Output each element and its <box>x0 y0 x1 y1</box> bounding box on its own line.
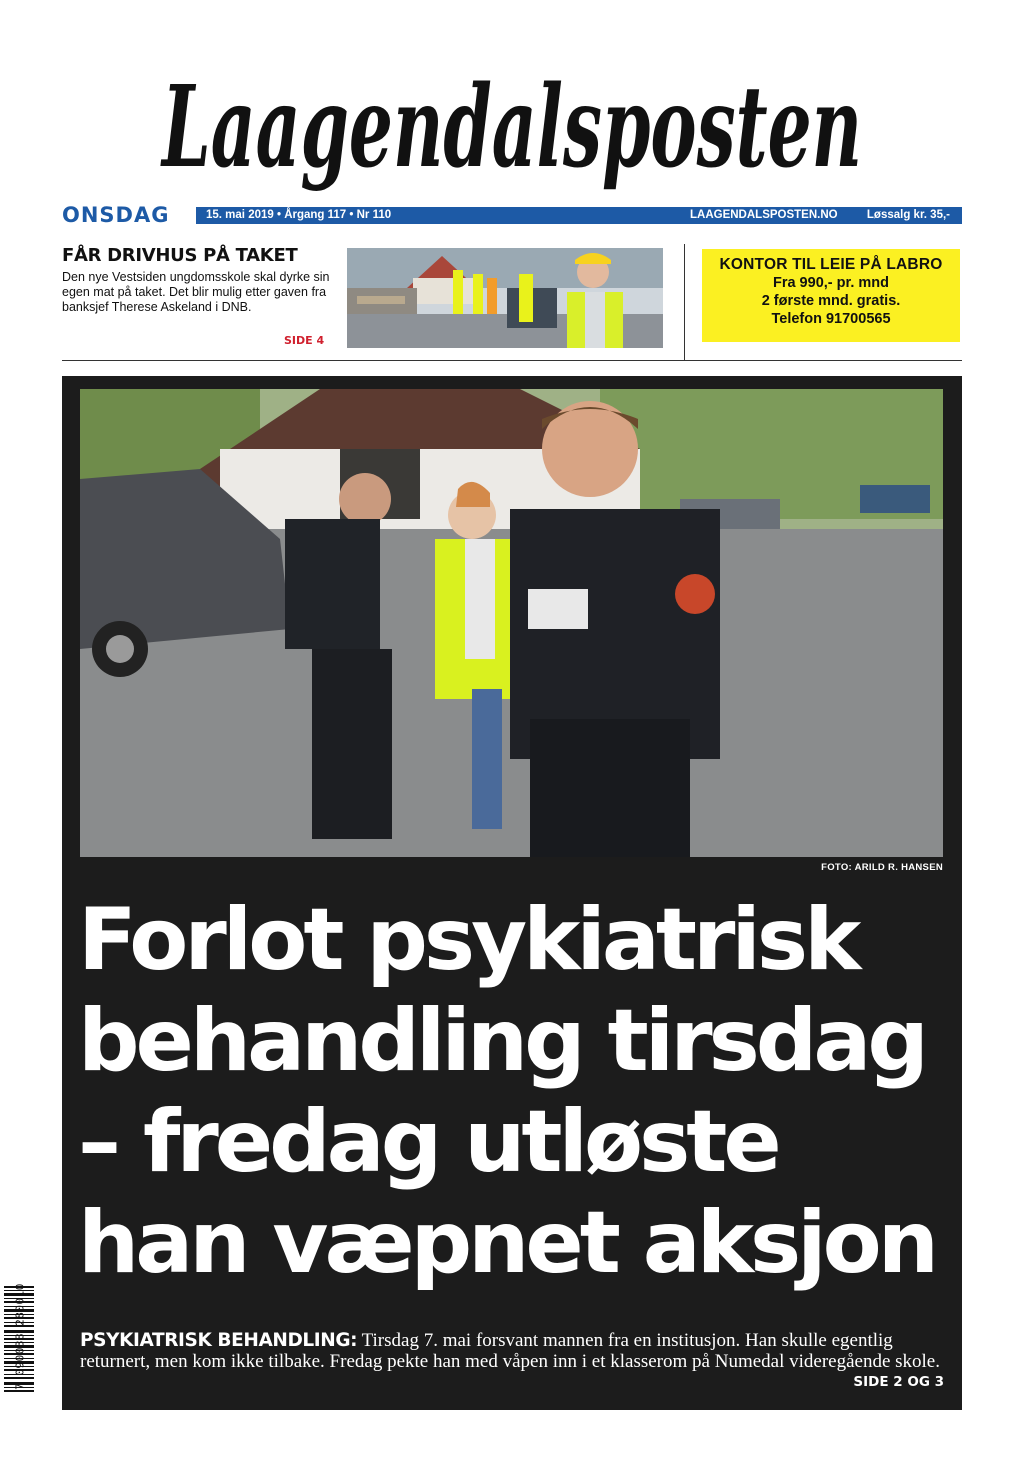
main-story-photo[interactable] <box>80 389 943 857</box>
date-bar <box>196 207 962 224</box>
price: Løssalg kr. 35,- <box>866 209 950 221</box>
main-headline[interactable] <box>78 890 958 1294</box>
masthead-logo <box>150 38 874 203</box>
office-rental-ad[interactable] <box>702 249 960 342</box>
teaser-photo[interactable] <box>347 248 663 348</box>
teaser-title[interactable]: FÅR DRIVHUS PÅ TAKET <box>62 245 298 266</box>
headline-line: behandling tirsdag <box>78 991 925 1091</box>
headline-line: Forlot psykiatrisk <box>78 890 858 990</box>
teaser-text: Den nye Vestsiden ungdomsskole skal dyrke sin egen mat på taket. Det blir mulig etter gaven fra banksjef Therese Askeland i DNB. <box>62 270 330 314</box>
headline-line: han væpnet aksjon <box>78 1193 935 1293</box>
masthead-title: Laagendalsposten <box>160 62 863 193</box>
ad-offer: 2 første mnd. gratis. <box>761 293 901 309</box>
issue-info: 15. mai 2019 • Årgang 117 • Nr 110 <box>206 209 392 221</box>
story-lede <box>80 1330 946 1372</box>
barcode-number: 7 090038 280010 <box>13 1283 27 1390</box>
story-page-ref: SIDE 2 OG 3 <box>853 1374 944 1390</box>
teaser-divider <box>684 244 685 360</box>
weekday: ONSDAG <box>62 203 170 227</box>
section-rule <box>62 360 962 361</box>
lede-kicker: PSYKIATRISK BEHANDLING: <box>80 1330 358 1351</box>
headline-line: – fredag utløste <box>78 1092 778 1192</box>
ad-phone: Telefon 91700565 <box>771 311 891 327</box>
lede-text: Tirsdag 7. mai forsvant mannen fra en institusjon. Han skulle egentlig returnert, men kom ikke tilbake. Fredag pekte han med våpen inn i et klasserom på Numedal videregående skole. <box>80 1330 940 1372</box>
website-link[interactable]: LAAGENDALSPOSTEN.NO <box>690 209 838 221</box>
ad-price: Fra 990,- pr. mnd <box>772 275 890 291</box>
ad-title: KONTOR TIL LEIE PÅ LABRO <box>719 256 943 273</box>
barcode <box>4 1284 50 1396</box>
teaser-page-ref: SIDE 4 <box>284 334 325 347</box>
photo-credit: FOTO: ARILD R. HANSEN <box>821 862 943 873</box>
